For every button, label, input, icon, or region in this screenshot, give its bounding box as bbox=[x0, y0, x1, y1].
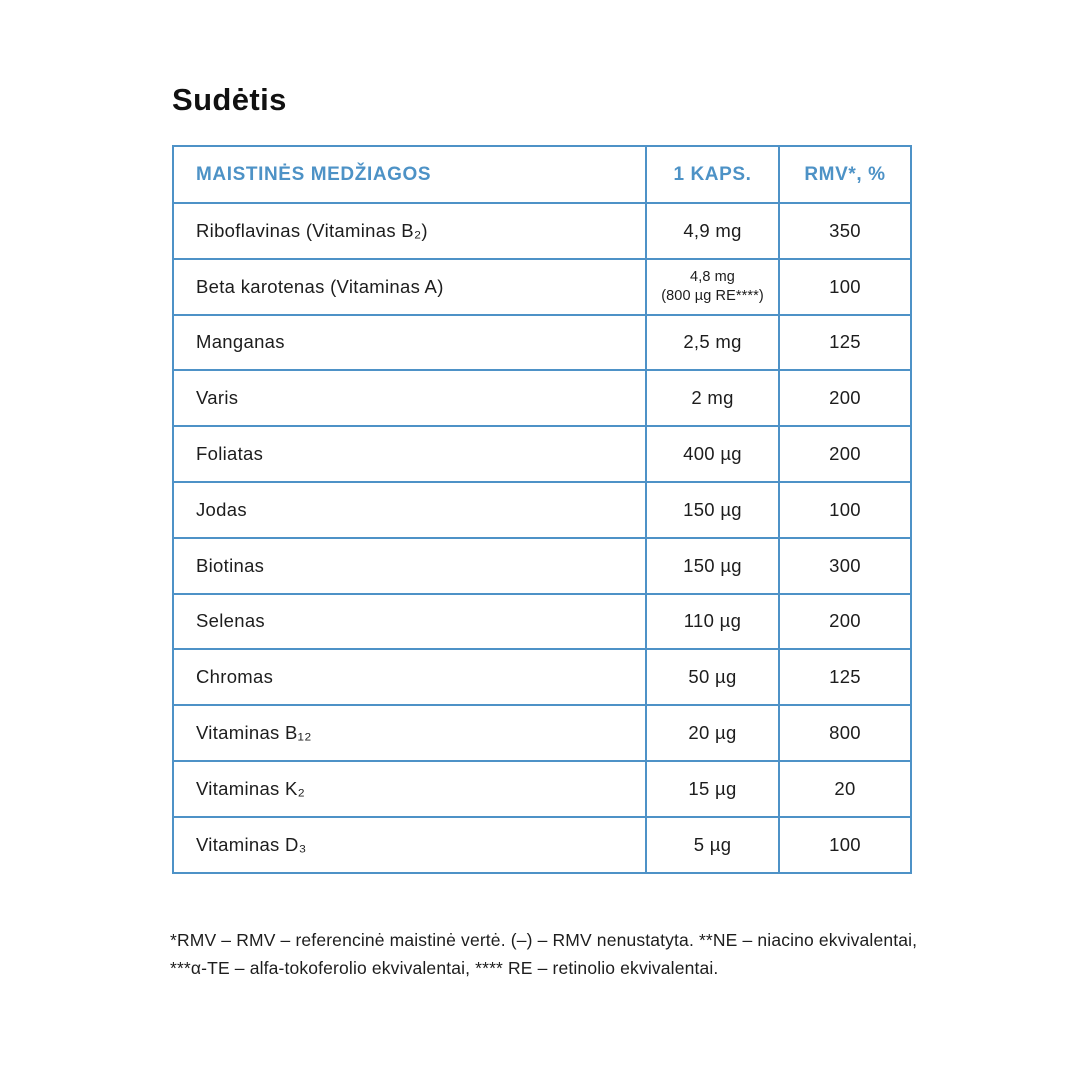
amount-value: 150 µg bbox=[683, 498, 742, 520]
amount-cell bbox=[646, 594, 779, 650]
amount-value: 2,5 mg bbox=[683, 331, 742, 353]
nutrient-name: Jodas bbox=[173, 482, 646, 538]
nutrient-name: Varis bbox=[173, 370, 646, 426]
amount-cell bbox=[646, 538, 779, 594]
amount-cell bbox=[646, 259, 779, 315]
nutrient-name: Chromas bbox=[173, 649, 646, 705]
table-row bbox=[173, 761, 911, 817]
amount-cell bbox=[646, 426, 779, 482]
amount-value: 4,8 mg bbox=[690, 268, 735, 285]
footnote-line-2: ***α-TE – alfa-tokoferolio ekvivalentai, **** RE – retinolio ekvivalentai. bbox=[170, 958, 719, 978]
footnote-line-1: *RMV – RMV – referencinė maistinė vertė. (–) – RMV nenustatyta. **NE – niacino ekvivalentai, bbox=[170, 930, 918, 950]
rmv-value: 800 bbox=[779, 705, 911, 761]
table-row bbox=[173, 817, 911, 873]
nutrient-name: Vitaminas K₂ bbox=[173, 761, 646, 817]
amount-value: 15 µg bbox=[688, 777, 737, 799]
table-row bbox=[173, 315, 911, 371]
rmv-value: 125 bbox=[779, 649, 911, 705]
amount-value: 50 µg bbox=[688, 666, 737, 688]
page-title: Sudėtis bbox=[172, 82, 287, 117]
nutrient-name: Vitaminas B₁₂ bbox=[173, 705, 646, 761]
rmv-value: 125 bbox=[779, 315, 911, 371]
footnote bbox=[170, 926, 1000, 982]
amount-cell bbox=[646, 649, 779, 705]
amount-value: 20 µg bbox=[688, 721, 737, 743]
nutrient-name: Manganas bbox=[173, 315, 646, 371]
nutrient-name: Selenas bbox=[173, 594, 646, 650]
rmv-value: 300 bbox=[779, 538, 911, 594]
amount-value: 4,9 mg bbox=[683, 219, 742, 241]
amount-cell bbox=[646, 203, 779, 259]
column-header-amount: 1 KAPS. bbox=[646, 146, 779, 203]
rmv-value: 20 bbox=[779, 761, 911, 817]
amount-value: 400 µg bbox=[683, 442, 742, 464]
rmv-value: 100 bbox=[779, 817, 911, 873]
amount-cell bbox=[646, 315, 779, 371]
rmv-value: 100 bbox=[779, 259, 911, 315]
table-row bbox=[173, 370, 911, 426]
amount-note: (800 µg RE****) bbox=[661, 287, 764, 304]
nutrition-table bbox=[172, 145, 912, 874]
amount-cell bbox=[646, 482, 779, 538]
rmv-value: 200 bbox=[779, 370, 911, 426]
rmv-value: 350 bbox=[779, 203, 911, 259]
table-row bbox=[173, 203, 911, 259]
table-row bbox=[173, 482, 911, 538]
table-row bbox=[173, 426, 911, 482]
amount-value: 150 µg bbox=[683, 554, 742, 576]
rmv-value: 200 bbox=[779, 426, 911, 482]
amount-cell bbox=[646, 370, 779, 426]
column-header-rmv: RMV*, % bbox=[779, 146, 911, 203]
rmv-value: 100 bbox=[779, 482, 911, 538]
amount-value: 110 µg bbox=[683, 610, 742, 632]
rmv-value: 200 bbox=[779, 594, 911, 650]
amount-cell bbox=[646, 817, 779, 873]
table-row bbox=[173, 538, 911, 594]
column-header-nutrients: MAISTINĖS MEDŽIAGOS bbox=[173, 146, 646, 203]
table-header-row bbox=[173, 146, 911, 203]
nutrient-name: Foliatas bbox=[173, 426, 646, 482]
table-row bbox=[173, 594, 911, 650]
table-row bbox=[173, 705, 911, 761]
nutrient-name: Beta karotenas (Vitaminas A) bbox=[173, 259, 646, 315]
amount-value: 5 µg bbox=[693, 833, 732, 855]
table-row bbox=[173, 259, 911, 315]
amount-cell bbox=[646, 705, 779, 761]
amount-value: 2 mg bbox=[691, 387, 734, 409]
amount-cell bbox=[646, 761, 779, 817]
nutrient-name: Riboflavinas (Vitaminas B₂) bbox=[173, 203, 646, 259]
nutrient-name: Biotinas bbox=[173, 538, 646, 594]
nutrient-name: Vitaminas D₃ bbox=[173, 817, 646, 873]
table-row bbox=[173, 649, 911, 705]
